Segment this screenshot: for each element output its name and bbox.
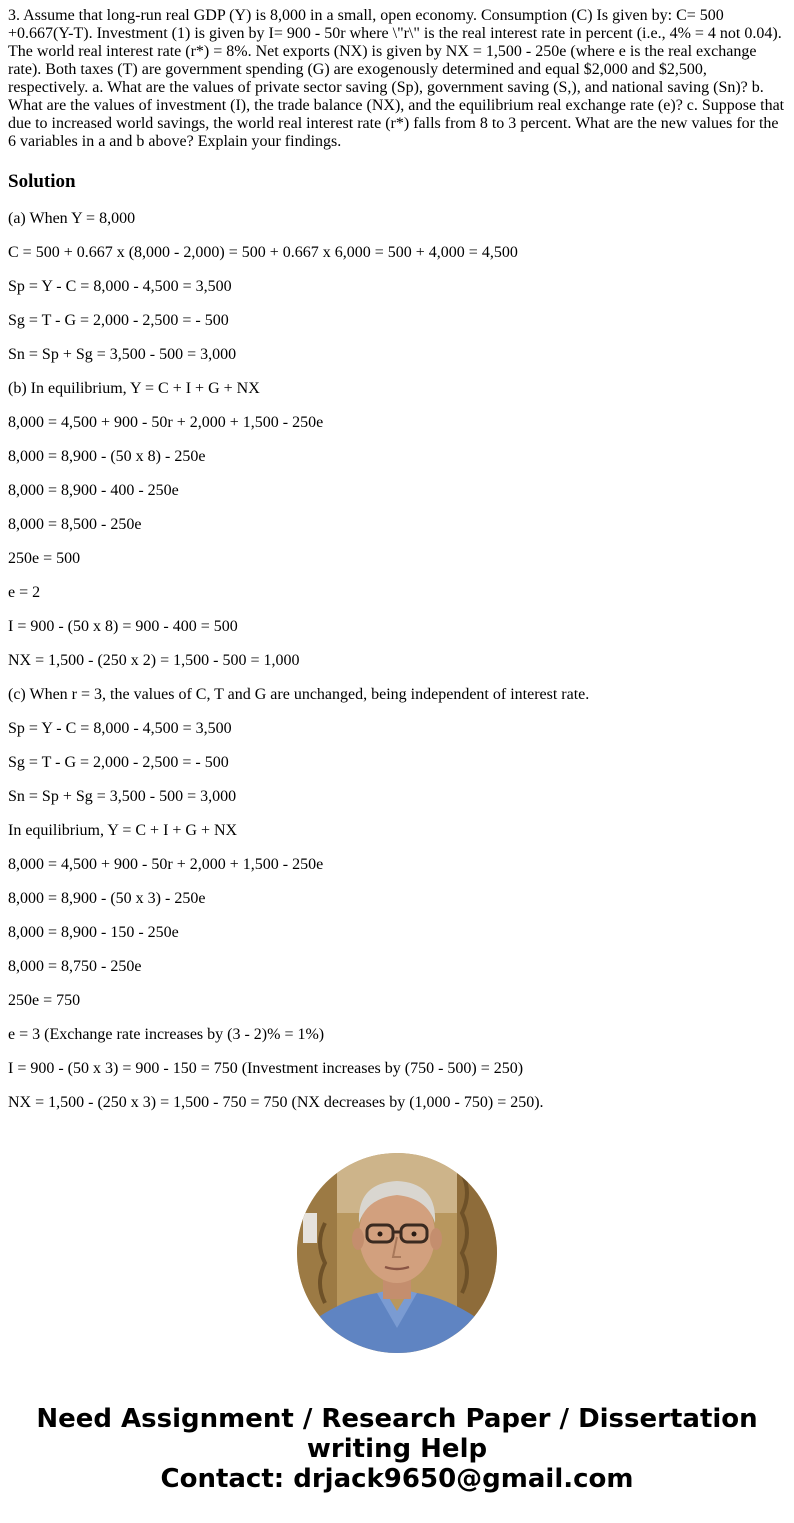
solution-step: e = 3 (Exchange rate increases by (3 - 2)% = 1%)	[8, 1026, 325, 1043]
promo-line: Need Assignment / Research Paper / Dissertation	[36, 1404, 758, 1434]
solution-step: Sn = Sp + Sg = 3,500 - 500 = 3,000	[8, 788, 237, 805]
solution-step: 8,000 = 4,500 + 900 - 50r + 2,000 + 1,500 - 250e	[8, 856, 324, 873]
author-portrait-icon	[297, 1153, 497, 1353]
solution-step: 250e = 500	[8, 550, 81, 567]
solution-step: 8,000 = 8,900 - 400 - 250e	[8, 482, 179, 499]
solution-step: Sp = Y - C = 8,000 - 4,500 = 3,500	[8, 720, 232, 737]
solution-step: NX = 1,500 - (250 x 2) = 1,500 - 500 = 1,000	[8, 652, 300, 669]
solution-heading: Solution	[8, 171, 76, 192]
solution-step: NX = 1,500 - (250 x 3) = 1,500 - 750 = 750 (NX decreases by (1,000 - 750) = 250).	[8, 1094, 544, 1111]
solution-step: 250e = 750	[8, 992, 81, 1009]
solution-step: C = 500 + 0.667 x (8,000 - 2,000) = 500 + 0.667 x 6,000 = 500 + 4,000 = 4,500	[8, 244, 518, 261]
promo-line: writing Help	[306, 1434, 488, 1464]
solution-step: 8,000 = 8,500 - 250e	[8, 516, 142, 533]
solution-step: (a) When Y = 8,000	[8, 210, 136, 227]
solution-step: Sg = T - G = 2,000 - 2,500 = - 500	[8, 312, 229, 329]
solution-step: Sp = Y - C = 8,000 - 4,500 = 3,500	[8, 278, 232, 295]
solution-steps	[8, 210, 788, 1128]
solution-step: 8,000 = 8,900 - (50 x 3) - 250e	[8, 890, 206, 907]
solution-step: I = 900 - (50 x 3) = 900 - 150 = 750 (Investment increases by (750 - 500) = 250)	[8, 1060, 524, 1077]
promo-banner	[0, 1404, 794, 1494]
solution-step: 8,000 = 8,900 - (50 x 8) - 250e	[8, 448, 206, 465]
solution-step: Sg = T - G = 2,000 - 2,500 = - 500	[8, 754, 229, 771]
solution-step: (b) In equilibrium, Y = C + I + G + NX	[8, 380, 260, 397]
solution-step: 8,000 = 4,500 + 900 - 50r + 2,000 + 1,500 - 250e	[8, 414, 324, 431]
solution-step: e = 2	[8, 584, 41, 601]
solution-step: 8,000 = 8,750 - 250e	[8, 958, 142, 975]
solution-step: (c) When r = 3, the values of C, T and G are unchanged, being independent of interest rate.	[8, 686, 590, 703]
solution-step: In equilibrium, Y = C + I + G + NX	[8, 822, 238, 839]
question-text: 3. Assume that long-run real GDP (Y) is 8,000 in a small, open economy. Consumption (C) Is given by: C= 500 +0.667(Y-T). Investment (1) is given by I= 900 - 50r where \"r\" is the real interest rate in percent (i.e., 4% = 4 not 0.04). The world real interest rate (r*) = 8%. Net exports (NX) is given by NX = 1,500 - 250e (where e is the real exchange rate). Both taxes (T) are government spending (G) are exogenously determined and equal $2,000 and $2,500, respectively. a. What are the values of private sector saving (Sp), government saving (S,), and national saving (Sn)? b. What are the values of investment (I), the trade balance (NX), and the equilibrium real exchange rate (e)? c. Suppose that due to increased world savings, the world real interest rate (r*) falls from 8 to 3 percent. What are the new values for the 6 variables in a and b above? Explain your findings.	[8, 7, 785, 150]
solution-step: I = 900 - (50 x 8) = 900 - 400 = 500	[8, 618, 238, 635]
portrait-illustration	[297, 1153, 497, 1353]
solution-step: 8,000 = 8,900 - 150 - 250e	[8, 924, 179, 941]
promo-contact: Contact: drjack9650@gmail.com	[160, 1464, 634, 1494]
solution-step: Sn = Sp + Sg = 3,500 - 500 = 3,000	[8, 346, 237, 363]
